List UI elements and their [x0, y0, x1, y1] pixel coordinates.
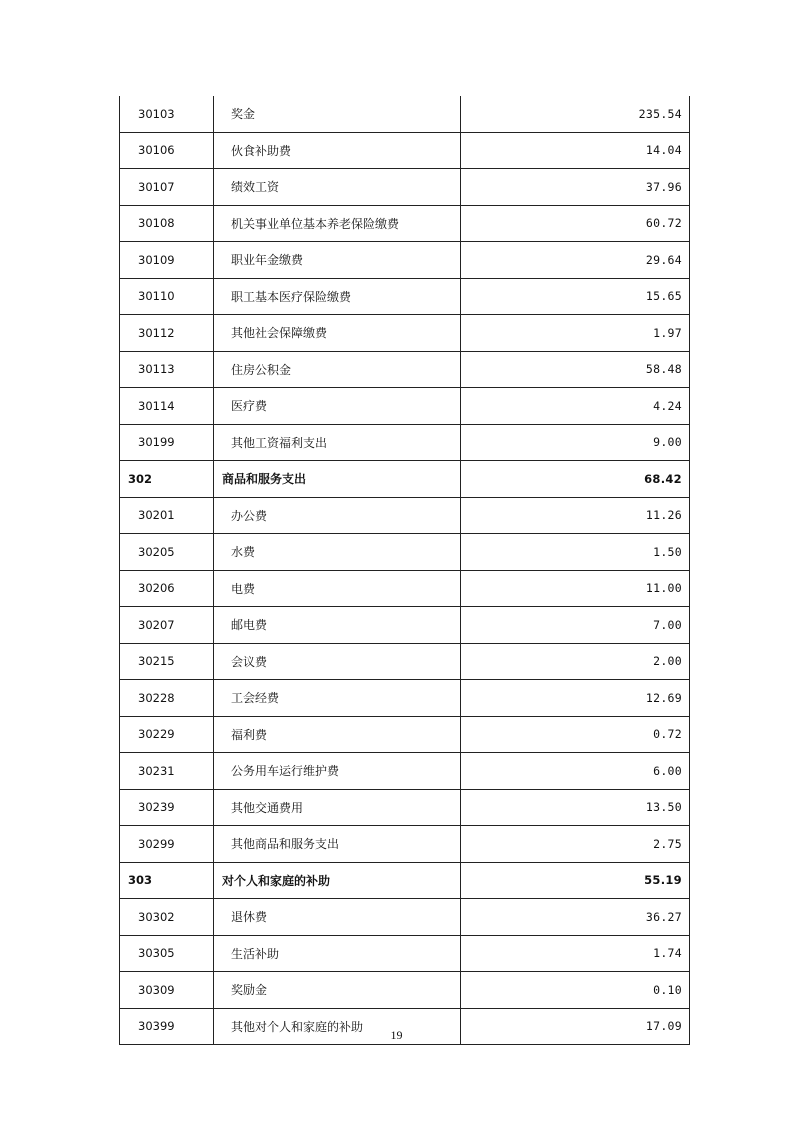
account-code-cell: 303 — [120, 862, 214, 899]
amount-cell: 60.72 — [461, 205, 690, 242]
amount-cell: 58.48 — [461, 351, 690, 388]
table-row — [120, 680, 690, 717]
account-name-cell: 福利费 — [214, 716, 461, 753]
account-code-cell: 30201 — [120, 497, 214, 534]
account-name-cell: 其他工资福利支出 — [214, 424, 461, 461]
account-code-cell: 30309 — [120, 972, 214, 1009]
table-row — [120, 607, 690, 644]
account-code-cell: 30205 — [120, 534, 214, 571]
table-row — [120, 205, 690, 242]
table-row — [120, 716, 690, 753]
amount-cell: 1.74 — [461, 935, 690, 972]
account-code-cell: 30215 — [120, 643, 214, 680]
budget-expenditure-table — [119, 96, 690, 1045]
amount-cell: 36.27 — [461, 899, 690, 936]
account-code-cell: 30112 — [120, 315, 214, 352]
table-row — [120, 972, 690, 1009]
account-name-cell: 对个人和家庭的补助 — [214, 862, 461, 899]
account-code-cell: 30107 — [120, 169, 214, 206]
amount-cell: 1.97 — [461, 315, 690, 352]
account-name-cell: 其他对个人和家庭的补助 — [214, 1008, 461, 1045]
table-row — [120, 570, 690, 607]
amount-cell: 1.50 — [461, 534, 690, 571]
account-code-cell: 30305 — [120, 935, 214, 972]
amount-cell: 15.65 — [461, 278, 690, 315]
table-row — [120, 899, 690, 936]
table-row — [120, 315, 690, 352]
account-name-cell: 办公费 — [214, 497, 461, 534]
amount-cell: 12.69 — [461, 680, 690, 717]
table-row — [120, 789, 690, 826]
page-number: 19 — [390, 1028, 403, 1042]
account-name-cell: 职业年金缴费 — [214, 242, 461, 279]
account-name-cell: 绩效工资 — [214, 169, 461, 206]
account-name-cell: 机关事业单位基本养老保险缴费 — [214, 205, 461, 242]
account-name-cell: 生活补助 — [214, 935, 461, 972]
account-code-cell: 30110 — [120, 278, 214, 315]
table-group-row — [120, 461, 690, 498]
account-name-cell: 医疗费 — [214, 388, 461, 425]
account-code-cell: 30113 — [120, 351, 214, 388]
account-code-cell: 30229 — [120, 716, 214, 753]
account-name-cell: 公务用车运行维护费 — [214, 753, 461, 790]
table-row — [120, 169, 690, 206]
table-row — [120, 96, 690, 132]
table-row — [120, 351, 690, 388]
amount-cell: 13.50 — [461, 789, 690, 826]
account-name-cell: 工会经费 — [214, 680, 461, 717]
table-row — [120, 826, 690, 863]
account-code-cell: 30109 — [120, 242, 214, 279]
table-row — [120, 497, 690, 534]
table-group-row — [120, 862, 690, 899]
account-code-cell: 30302 — [120, 899, 214, 936]
amount-cell: 55.19 — [461, 862, 690, 899]
account-name-cell: 电费 — [214, 570, 461, 607]
account-name-cell: 其他社会保障缴费 — [214, 315, 461, 352]
account-code-cell: 30108 — [120, 205, 214, 242]
account-code-cell: 302 — [120, 461, 214, 498]
account-name-cell: 其他交通费用 — [214, 789, 461, 826]
account-name-cell: 邮电费 — [214, 607, 461, 644]
amount-cell: 4.24 — [461, 388, 690, 425]
account-name-cell: 奖金 — [214, 96, 461, 132]
account-code-cell: 30228 — [120, 680, 214, 717]
amount-cell: 29.64 — [461, 242, 690, 279]
account-name-cell: 伙食补助费 — [214, 132, 461, 169]
table-row — [120, 278, 690, 315]
account-code-cell: 30106 — [120, 132, 214, 169]
amount-cell: 6.00 — [461, 753, 690, 790]
amount-cell: 17.09 — [461, 1008, 690, 1045]
table-body — [120, 96, 690, 1045]
account-name-cell: 住房公积金 — [214, 351, 461, 388]
amount-cell: 0.10 — [461, 972, 690, 1009]
table-row — [120, 242, 690, 279]
account-name-cell: 其他商品和服务支出 — [214, 826, 461, 863]
account-code-cell: 30231 — [120, 753, 214, 790]
account-name-cell: 水费 — [214, 534, 461, 571]
account-code-cell: 30207 — [120, 607, 214, 644]
account-code-cell: 30206 — [120, 570, 214, 607]
amount-cell: 9.00 — [461, 424, 690, 461]
account-name-cell: 职工基本医疗保险缴费 — [214, 278, 461, 315]
table-row — [120, 753, 690, 790]
amount-cell: 37.96 — [461, 169, 690, 206]
account-code-cell: 30299 — [120, 826, 214, 863]
amount-cell: 14.04 — [461, 132, 690, 169]
table-row — [120, 388, 690, 425]
amount-cell: 2.75 — [461, 826, 690, 863]
amount-cell: 68.42 — [461, 461, 690, 498]
account-name-cell: 会议费 — [214, 643, 461, 680]
amount-cell: 2.00 — [461, 643, 690, 680]
account-code-cell: 30199 — [120, 424, 214, 461]
account-code-cell: 30103 — [120, 96, 214, 132]
account-name-cell: 退休费 — [214, 899, 461, 936]
account-code-cell: 30399 — [120, 1008, 214, 1045]
account-name-cell: 奖励金 — [214, 972, 461, 1009]
amount-cell: 0.72 — [461, 716, 690, 753]
amount-cell: 7.00 — [461, 607, 690, 644]
amount-cell: 11.26 — [461, 497, 690, 534]
table-row — [120, 424, 690, 461]
table-row — [120, 935, 690, 972]
account-name-cell: 商品和服务支出 — [214, 461, 461, 498]
account-code-cell: 30114 — [120, 388, 214, 425]
table-row — [120, 132, 690, 169]
amount-cell: 11.00 — [461, 570, 690, 607]
account-code-cell: 30239 — [120, 789, 214, 826]
table-row — [120, 643, 690, 680]
amount-cell: 235.54 — [461, 96, 690, 132]
table-row — [120, 534, 690, 571]
